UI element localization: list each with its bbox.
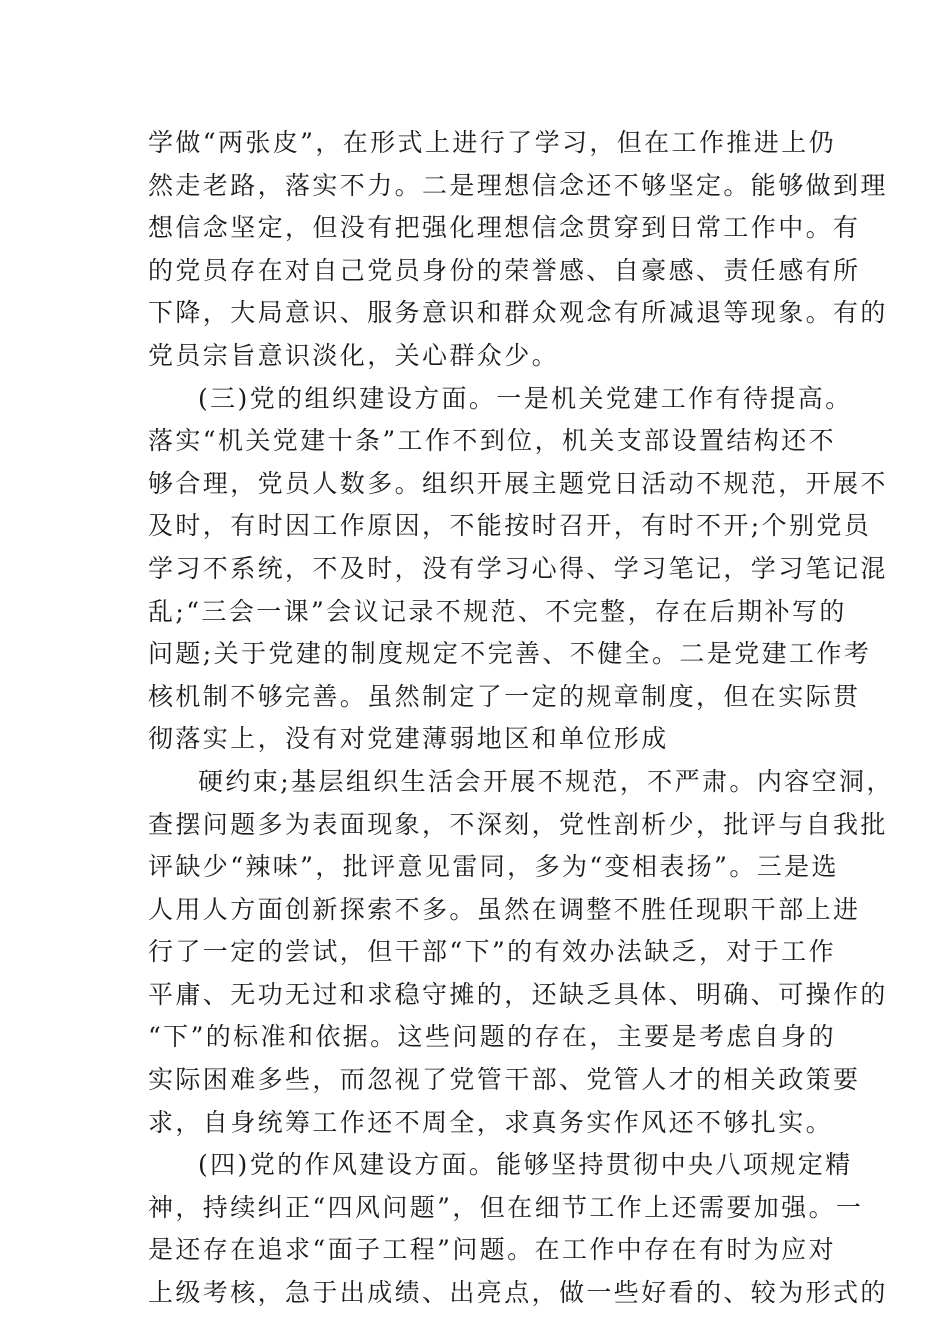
text-line: 党员宗旨意识淡化，关心群众少。 — [148, 340, 560, 370]
text-line: 落实“机关党建十条”工作不到位，机关支部设置结构还不 — [148, 426, 836, 456]
text-line: 神，持续纠正“四风问题”，但在细节工作上还需要加强。一 — [148, 1192, 864, 1222]
text-line: 实际困难多些，而忽视了党管干部、党管人才的相关政策要 — [148, 1065, 861, 1095]
text-line: 够合理，党员人数多。组织开展主题党日活动不规范，开展不 — [148, 468, 888, 498]
text-line: 问题;关于党建的制度规定不完善、不健全。二是党建工作考 — [148, 639, 872, 669]
text-line: 上级考核，急于出成绩、出亮点，做一些好看的、较为形式的 — [148, 1278, 888, 1308]
section-heading-line: (四)党的作风建设方面。能够坚持贯彻中央八项规定精 — [198, 1150, 853, 1180]
body-text — [148, 122, 894, 1315]
text-line: 求，自身统筹工作还不周全，求真务实作风还不够扎实。 — [148, 1107, 834, 1137]
text-line: 评缺少“辣味”，批评意见雷同，多为“变相表扬”。三是选 — [148, 852, 839, 882]
text-line: 彻落实上，没有对党建薄弱地区和单位形成 — [148, 724, 669, 754]
text-line: 的党员存在对自己党员身份的荣誉感、自豪感、责任感有所 — [148, 255, 861, 285]
text-line: 下降，大局意识、服务意识和群众观念有所减退等现象。有的 — [148, 298, 888, 328]
text-line: 然走老路，落实不力。二是理想信念还不够坚定。能够做到理 — [148, 170, 888, 200]
text-line: 学做“两张皮”，在形式上进行了学习，但在工作推进上仍 — [148, 128, 836, 157]
text-line: 查摆问题多为表面现象，不深刻，党性剖析少，批评与自我批 — [148, 809, 888, 839]
text-line: 乱;“三会一课”会议记录不规范、不完整，存在后期补写的 — [148, 596, 847, 626]
text-line: 人用人方面创新探索不多。虽然在调整不胜任现职干部上进 — [148, 894, 861, 924]
text-line: 平庸、无功无过和求稳守摊的，还缺乏具体、明确、可操作的 — [148, 979, 888, 1009]
text-line: 行了一定的尝试，但干部“下”的有效办法缺乏，对于工作 — [148, 937, 836, 967]
text-line: 硬约束;基层组织生活会开展不规范，不严肃。内容空洞， — [198, 766, 894, 796]
section-heading-line: (三)党的组织建设方面。一是机关党建工作有待提高。 — [198, 383, 853, 413]
text-line: 核机制不够完善。虽然制定了一定的规章制度，但在实际贯 — [148, 681, 861, 711]
text-line: “下”的标准和依据。这些问题的存在，主要是考虑自身的 — [148, 1022, 836, 1052]
text-line: 及时，有时因工作原因，不能按时召开，有时不开;个别党员 — [148, 511, 872, 541]
text-line: 想信念坚定，但没有把强化理想信念贯穿到日常工作中。有 — [148, 213, 861, 243]
text-line: 是还存在追求“面子工程”问题。在工作中存在有时为应对 — [148, 1235, 836, 1265]
text-line: 学习不系统，不及时，没有学习心得、学习笔记，学习笔记混 — [148, 553, 888, 583]
